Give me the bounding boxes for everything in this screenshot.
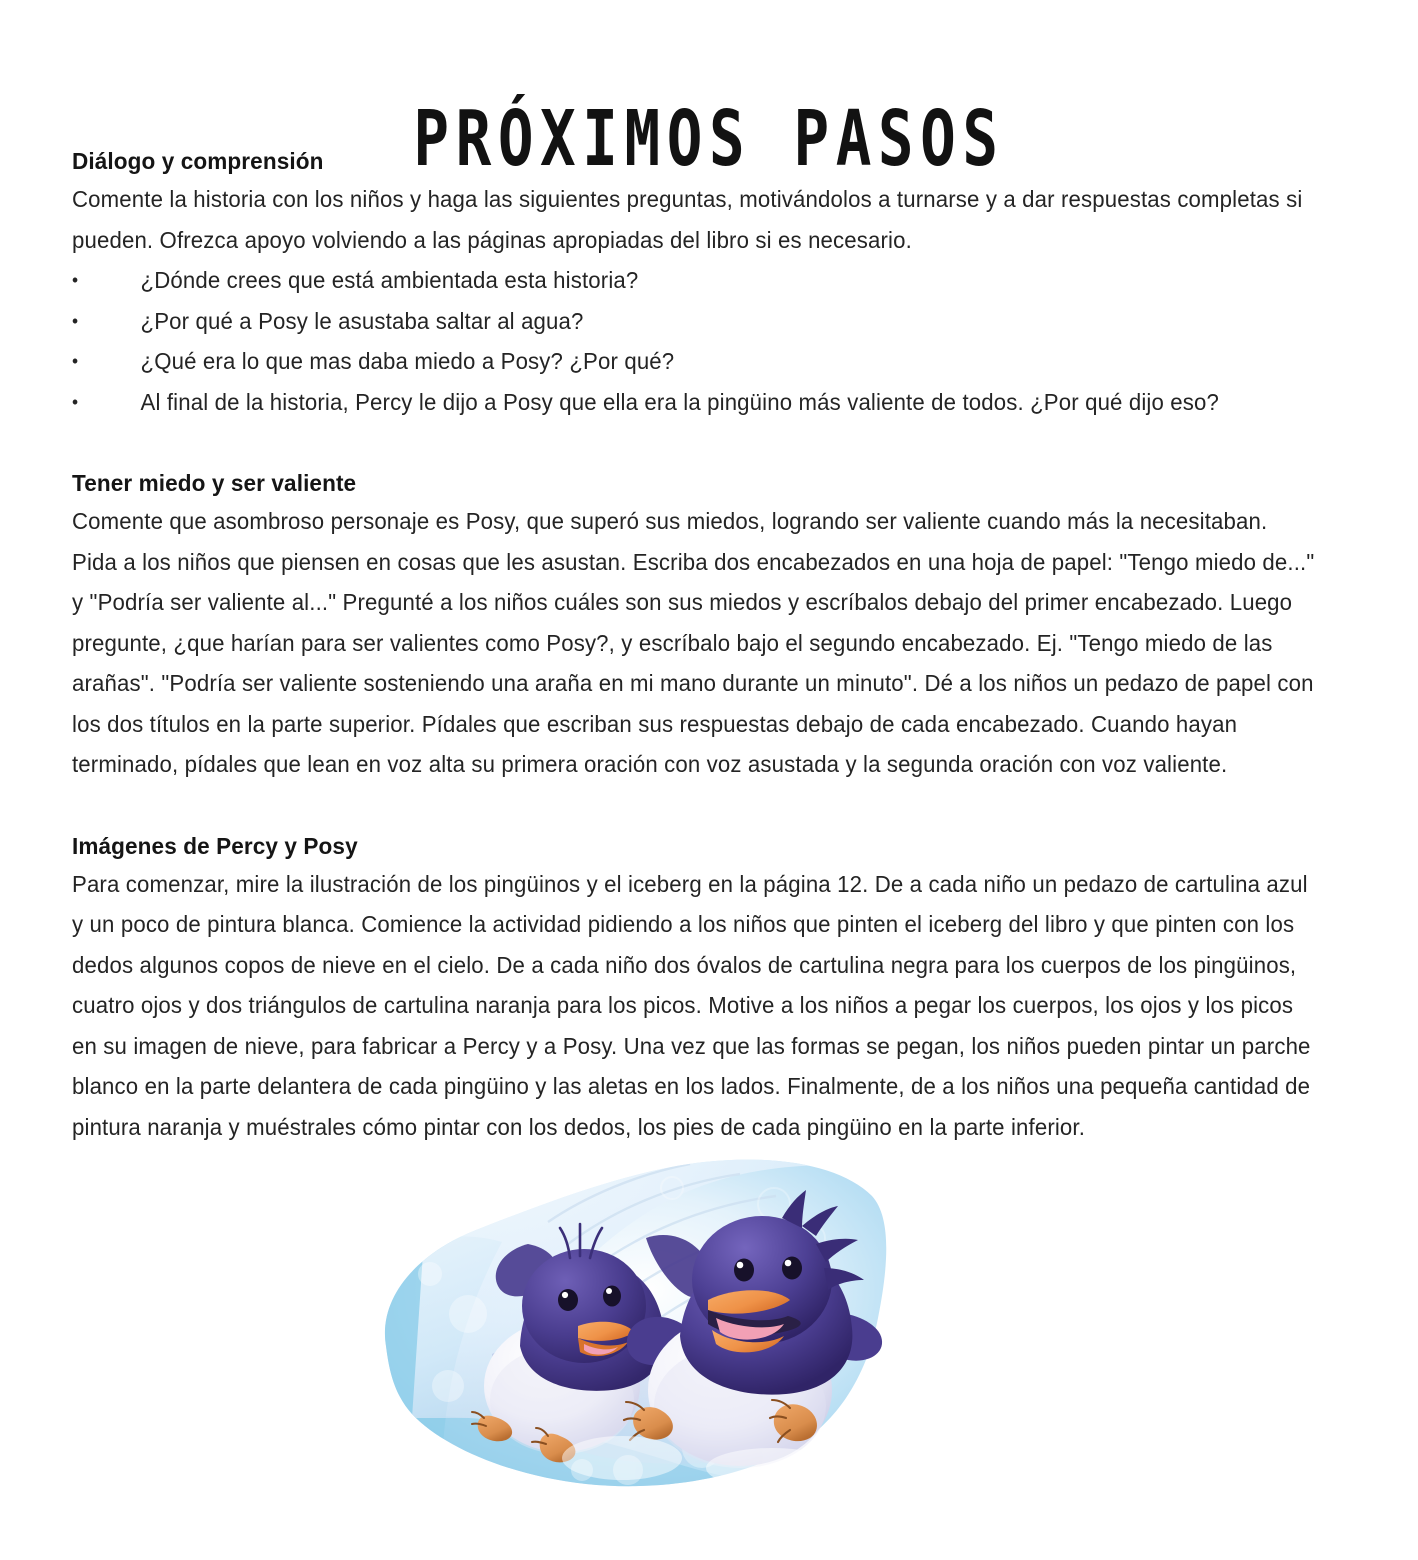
list-item-label: Al final de la historia, Percy le dijo a Posy que ella era la pingüino más valiente de todos. ¿Por qué dijo eso? bbox=[140, 388, 1220, 415]
section-spacer bbox=[72, 422, 1362, 470]
bullet-marker-icon: • bbox=[72, 351, 79, 371]
bullet-marker-icon: • bbox=[72, 391, 79, 412]
section-heading: Diálogo y comprensión bbox=[72, 148, 324, 174]
section-paragraph: Para comenzar, mire la ilustración de los pingüinos y el iceberg en la página 12. De a cada niño un pedazo de cartulina azul y un poco de pintura blanca. Comience la actividad pidiendo a los niños que pinten el iceberg del libro y que pinten con los dedos algunos copos de nieve en el cielo. De a cada niño dos óvalos de cartulina negra para los cuerpos de los pingüinos, cuatro ojos y dos triángulos de cartulina naranja para los picos. Motive a los niños a pegar los cuerpos, los ojos y los picos en su imagen de nieve, para fabricar a Percy y a Posy. Una vez que las formas se pegan, los niños pueden pintar un parche blanco en la parte delantera de cada pingüino y las aletas en los lados. Finalmente, de a los niños una pequeña cantidad de pintura naranja y muéstrales cómo pintar con los dedos, los pies de cada pingüino en la parte inferior. bbox=[72, 870, 1311, 1140]
list-item-label: ¿Qué era lo que mas daba miedo a Posy? ¿Por qué? bbox=[140, 348, 675, 374]
list-item bbox=[72, 341, 1317, 382]
section-dialogo-comprension bbox=[72, 148, 1362, 422]
bullet-marker-icon: • bbox=[72, 270, 79, 290]
question-bullet-list bbox=[72, 260, 1362, 422]
section-heading: Tener miedo y ser valiente bbox=[72, 470, 357, 496]
section-paragraph: Comente que asombroso personaje es Posy, que superó sus miedos, logrando ser valiente cuando más la necesitaban. Pida a los niños que piensen en cosas que les asustan. Escriba dos encabezados en una hoja de papel: "Tengo miedo de..." y "Podría ser valiente al..." Pregunté a los niños cuáles son sus miedos y escríbalos debajo del primer encabezado. Luego pregunte, ¿que harían para ser valientes como Posy?, y escríbalo bajo el segundo encabezado. Ej. "Tengo miedo de las arañas". "Podría ser valiente sosteniendo una araña en mi mano durante un minuto". Dé a los niños un pedazo de papel con los dos títulos en la parte superior. Pídales que escriban sus respuestas debajo de cada encabezado. Cuando hayan terminado, pídales que lean en voz alta su primera oración con voz asustada y la segunda oración con voz valiente. bbox=[72, 508, 1315, 777]
list-item bbox=[72, 382, 1317, 423]
list-item-label: ¿Por qué a Posy le asustaba saltar al agua? bbox=[140, 307, 584, 334]
list-item bbox=[72, 260, 1317, 301]
section-imagenes-percy-posy bbox=[72, 833, 1362, 1148]
page-title: PRÓXIMOS PASOS bbox=[413, 94, 1005, 184]
section-spacer bbox=[72, 785, 1362, 833]
penguin-illustration-svg bbox=[372, 1118, 892, 1518]
list-item-label: ¿Dónde crees que está ambientada esta historia? bbox=[140, 267, 639, 293]
list-item bbox=[72, 301, 1317, 342]
bullet-marker-icon: • bbox=[72, 310, 79, 331]
section-heading: Imágenes de Percy y Posy bbox=[72, 832, 358, 859]
penguin-illustration bbox=[372, 1118, 892, 1518]
section-tener-miedo-ser-valiente bbox=[72, 470, 1362, 785]
section-paragraph: Comente la historia con los niños y haga las siguientes preguntas, motivándolos a turnarse y a dar respuestas completas si pueden. Ofrezca apoyo volviendo a las páginas apropiadas del libro si es necesario. bbox=[72, 186, 1303, 253]
content-column bbox=[72, 148, 1362, 1147]
